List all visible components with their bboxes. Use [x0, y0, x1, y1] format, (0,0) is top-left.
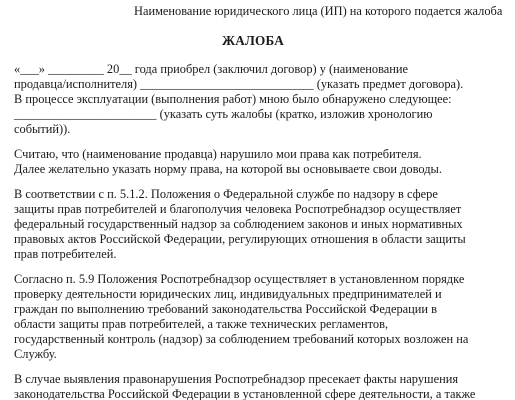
- paragraph-5-line-1: В случае выявления правонарушения Роспотребнадзор пресекает факты нарушения: [14, 372, 459, 386]
- paragraph-1-line-5: событий)).: [14, 122, 71, 136]
- addressee-header: Наименование юридического лица (ИП) на которого подается жалоба: [134, 4, 503, 18]
- paragraph-4-line-5: государственный контроль (надзор) за соблюдением требований которых возложен на: [14, 332, 469, 346]
- paragraph-2-line-1: Считаю, что (наименование продавца) нарушило мои права как потребителя.: [14, 147, 422, 161]
- paragraph-4-line-6: Службу.: [14, 347, 57, 361]
- paragraph-4-line-3: граждан по выполнению требований законодательства Российской Федерации в: [14, 302, 438, 316]
- document-title: ЖАЛОБА: [222, 33, 284, 48]
- paragraph-4-line-4: области защиты прав потребителей, а также технических регламентов,: [14, 317, 389, 331]
- paragraph-2-line-2: Далее желательно указать норму права, на которой вы основываете свои доводы.: [14, 162, 442, 176]
- paragraph-3-line-2: защиты прав потребителей и благополучия человека Роспотребнадзор осуществляет: [14, 202, 462, 216]
- paragraph-1-line-2: продавца/исполнителя) ____________________________ (указать предмет договора).: [14, 77, 464, 91]
- paragraph-3-line-1: В соответствии с п. 5.1.2. Положения о Федеральной службе по надзору в сфере: [14, 187, 438, 201]
- paragraph-1-line-3: В процессе эксплуатации (выполнения работ) мною было обнаружено следующее:: [14, 92, 452, 106]
- paragraph-3-line-4: правовых актов Российской Федерации, регулирующих отношения в области защиты: [14, 232, 466, 246]
- paragraph-4-line-2: проверку деятельности юридических лиц, индивидуальных предпринимателей и: [14, 287, 442, 301]
- paragraph-3-line-5: прав потребителей.: [14, 247, 117, 261]
- paragraph-1-line-4: _______________________ (указать суть жалобы (кратко, изложив хронологию: [14, 107, 433, 121]
- paragraph-1-line-1: «___» _________ 20__ года приобрел (заключил договор) у (наименование: [14, 62, 409, 76]
- paragraph-4-line-1: Согласно п. 5.9 Положения Роспотребнадзор осуществляет в установленном порядке: [14, 272, 465, 286]
- paragraph-3-line-3: федеральный государственный надзор за соблюдением законов и иных нормативных: [14, 217, 463, 231]
- paragraph-5-line-2: законодательства Российской Федерации в установленной сфере деятельности, а также: [14, 387, 476, 400]
